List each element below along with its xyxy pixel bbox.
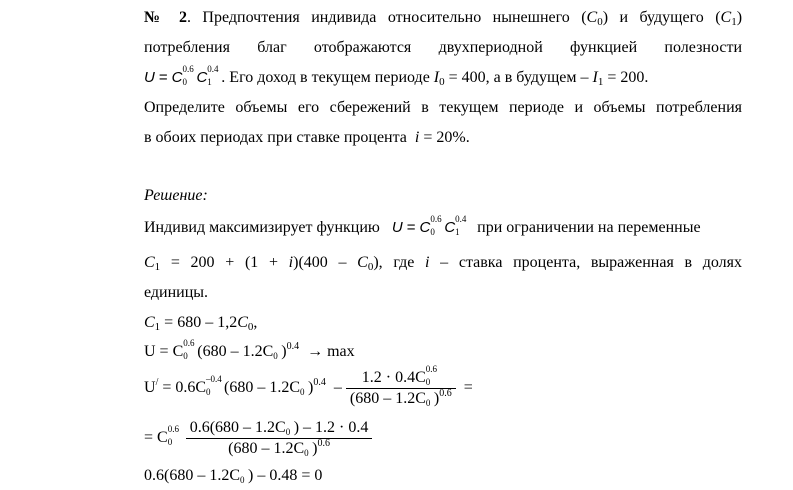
- equation-3: = C 0.6 0 0.6(680 – 1.2C 0 ) – 1.2 · 0.4 (680 – 1.2C 0 )$^{0.6}$: [144, 418, 372, 459]
- problem-number: № 2: [144, 9, 187, 26]
- problem-line-4: Определите объемы его сбережений в текущем периоде и объемы потребления: [144, 99, 742, 116]
- equation-2: U/ = 0.6C –0.4 0 (680 – 1.2C 0 )$^{0.4}$ – 1.2 · 0.4C 0.6 0 (680 – 1.2C 0 )$^{0.6}$ =: [144, 364, 473, 408]
- problem-line-5: в обоих периодах при ставке процента i = 20%.: [144, 129, 470, 146]
- fraction-1: 1.2 · 0.4C 0.6 0 (680 – 1.2C 0 )$^{0.6}$: [346, 368, 456, 409]
- fraction-2: 0.6(680 – 1.2C 0 ) – 1.2 · 0.4 (680 – 1.2C 0 )$^{0.6}$: [186, 418, 373, 459]
- solution-line-1: Индивид максимизирует функцию U = C 0.6 0 C 0.4 1 при ограничении на переменные: [144, 214, 701, 237]
- equation-1: U = C 0.6 0 (680 – 1.2C 0 )$^{0.4}$ → max: [144, 338, 355, 361]
- solution-line-2: $C_1 = 200 + (1 + i)(400 - C_0)$, где i – ставка процента, выраженная в долях: [144, 254, 743, 273]
- solution-line-4: $C_1 = 680 - 1,2C_0$,: [144, 314, 258, 333]
- problem-line-2: потребления благ отображаются двухпериодной функцией полезности: [144, 39, 742, 56]
- solution-heading: Решение:: [144, 187, 208, 204]
- equation-4: 0.6(680 – 1.2C 0 ) – 0.48 = 0: [144, 467, 323, 485]
- problem-line-1: № 2. Предпочтения индивида относительно нынешнего $(C_0)$ и будущего $(C_1)$: [144, 9, 743, 28]
- problem-line-3: U = C 0.6 0 C 0.4 1 . Его доход в текущем периоде $I_0 = 400$, а в будущем – $I_1 = 200$.: [144, 64, 649, 88]
- solution-line-3: единицы.: [144, 284, 209, 301]
